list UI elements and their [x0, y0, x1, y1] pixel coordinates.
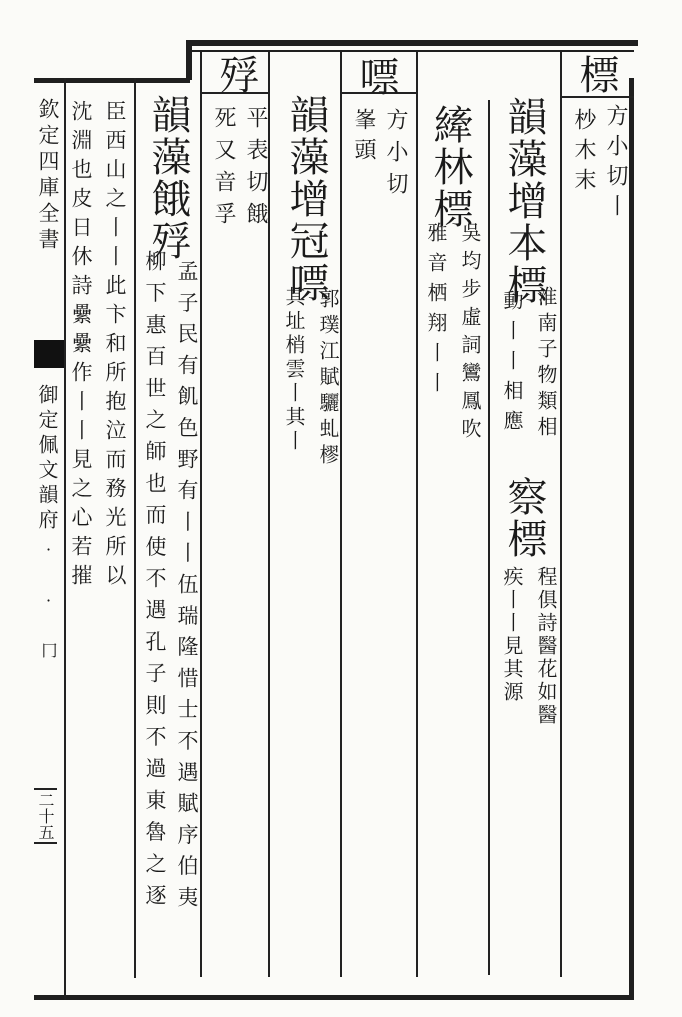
section-title: 御定佩文韻府 [35, 384, 59, 534]
gloss: 方小切 [383, 108, 408, 204]
entry-citation: 郭璞江賦驪虬樛 [316, 288, 340, 470]
column-rule [416, 52, 418, 977]
entry-citation: 程俱詩醫花如醫 [534, 566, 558, 727]
entry-citation-2: 疾丨丨見其源 [500, 566, 524, 704]
headword: 標 [573, 54, 619, 96]
column-rule [560, 52, 562, 977]
margin-rule [64, 78, 66, 1000]
gloss-2: 峯頭 [351, 108, 376, 168]
column-rule [134, 78, 136, 978]
entry-heading-2: 察標 [501, 476, 547, 560]
entry-citation: 孟子民有飢色野有丨丨伍瑞隆惜士不遇賦序伯夷 [175, 260, 199, 918]
gloss-2: 死又音孚 [211, 106, 236, 234]
entry-citation: 吳均步虛詞鸞鳳吹 [458, 222, 482, 446]
entry-citation-2: 雅音栖翔丨丨 [424, 222, 448, 402]
headword: 嘌 [353, 56, 399, 98]
head-box-rule [560, 96, 634, 98]
book-title: 欽定四庫全書 [36, 98, 60, 254]
frame-step-left [186, 40, 192, 80]
section-suffix: · · 冂 [39, 540, 58, 666]
entry-citation-2: 其址梢雲丨其丨 [282, 286, 306, 454]
gloss: 方小切丨 [603, 104, 628, 224]
entry-heading: 韻藻增冠嘌 [283, 94, 329, 304]
entry-heading: 韻藻餓殍 [145, 94, 191, 262]
entry-citation-2: 柳下惠百世之師也而使不遇孔子則不過東魯之逐 [143, 250, 167, 916]
frame-top-rule [186, 40, 638, 46]
margin-black-tab [34, 340, 64, 368]
frame-top-rule-inner [186, 50, 634, 52]
headword: 殍 [213, 54, 259, 96]
entry-heading: 縴林標 [427, 104, 473, 230]
gloss-2: 杪木末 [571, 108, 596, 198]
entry-citation-2: 動丨丨相應 [500, 290, 524, 440]
continuation-line-2: 沈淵也皮日休詩纍纍作丨丨見之心若摧 [69, 100, 93, 593]
page-number: 二十五 [34, 788, 57, 844]
entry-citation: 淮南子物類相 [534, 286, 558, 442]
column-rule [200, 52, 202, 977]
gloss: 平表切餓 [243, 106, 268, 234]
column-rule [340, 52, 342, 977]
column-rule [488, 100, 490, 975]
column-rule [268, 52, 270, 977]
entry-heading: 韻藻增本標 [501, 96, 547, 306]
continuation-line: 臣西山之丨丨此卞和所抱泣而務光所以 [103, 100, 127, 593]
